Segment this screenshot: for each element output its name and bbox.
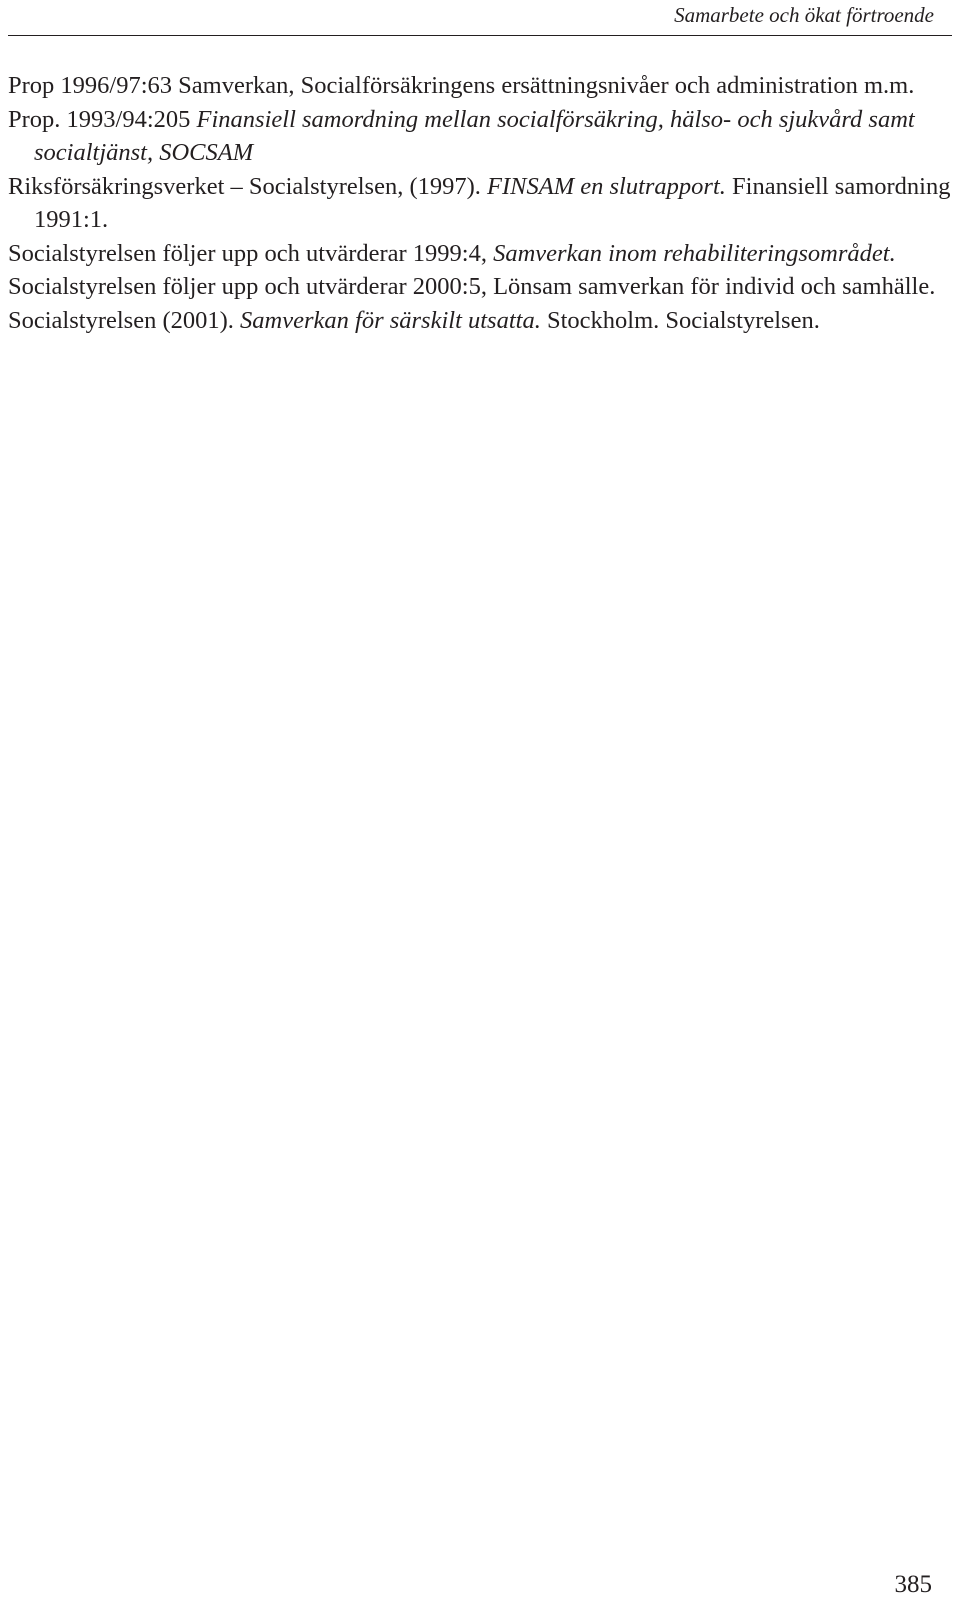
reference-title-italic: FINSAM en slutrapport. bbox=[487, 172, 726, 200]
reference-entry bbox=[8, 69, 952, 103]
reference-text: Socialstyrelsen följer upp och utvärderar 2000:5, Lönsam samverkan för individ och samhälle. bbox=[8, 273, 936, 300]
reference-title-italic: Finansiell samordning mellan socialförsäkring, hälso- och sjukvård samt socialtjänst, SOCSAM bbox=[34, 105, 915, 166]
running-header-title: Samarbete och ökat förtroende bbox=[674, 3, 934, 27]
reference-text: Prop. 1993/94:205 bbox=[8, 105, 197, 133]
reference-list bbox=[8, 69, 952, 337]
reference-text: Stockholm. Socialstyrelsen. bbox=[540, 306, 820, 334]
page-number: 385 bbox=[894, 1571, 932, 1598]
reference-title-italic: Samverkan för särskilt utsatta. bbox=[240, 306, 541, 334]
reference-text: Socialstyrelsen följer upp och utvärderar 1999:4, bbox=[8, 239, 494, 267]
reference-text: Finansiell samordning 1991:1. bbox=[34, 172, 951, 233]
reference-entry bbox=[8, 237, 952, 271]
reference-entry bbox=[8, 103, 952, 170]
reference-entry bbox=[8, 170, 952, 237]
reference-entry bbox=[8, 270, 952, 304]
reference-text: Socialstyrelsen (2001). bbox=[8, 306, 241, 334]
reference-text: Prop 1996/97:63 Samverkan, Socialförsäkringens ersättningsnivåer och administration m.m. bbox=[8, 72, 915, 99]
reference-title-italic: Samverkan inom rehabiliteringsområdet. bbox=[493, 239, 896, 267]
reference-text: Riksförsäkringsverket – Socialstyrelsen, (1997). bbox=[8, 172, 488, 200]
header-rule bbox=[8, 35, 952, 36]
reference-entry bbox=[8, 304, 952, 338]
